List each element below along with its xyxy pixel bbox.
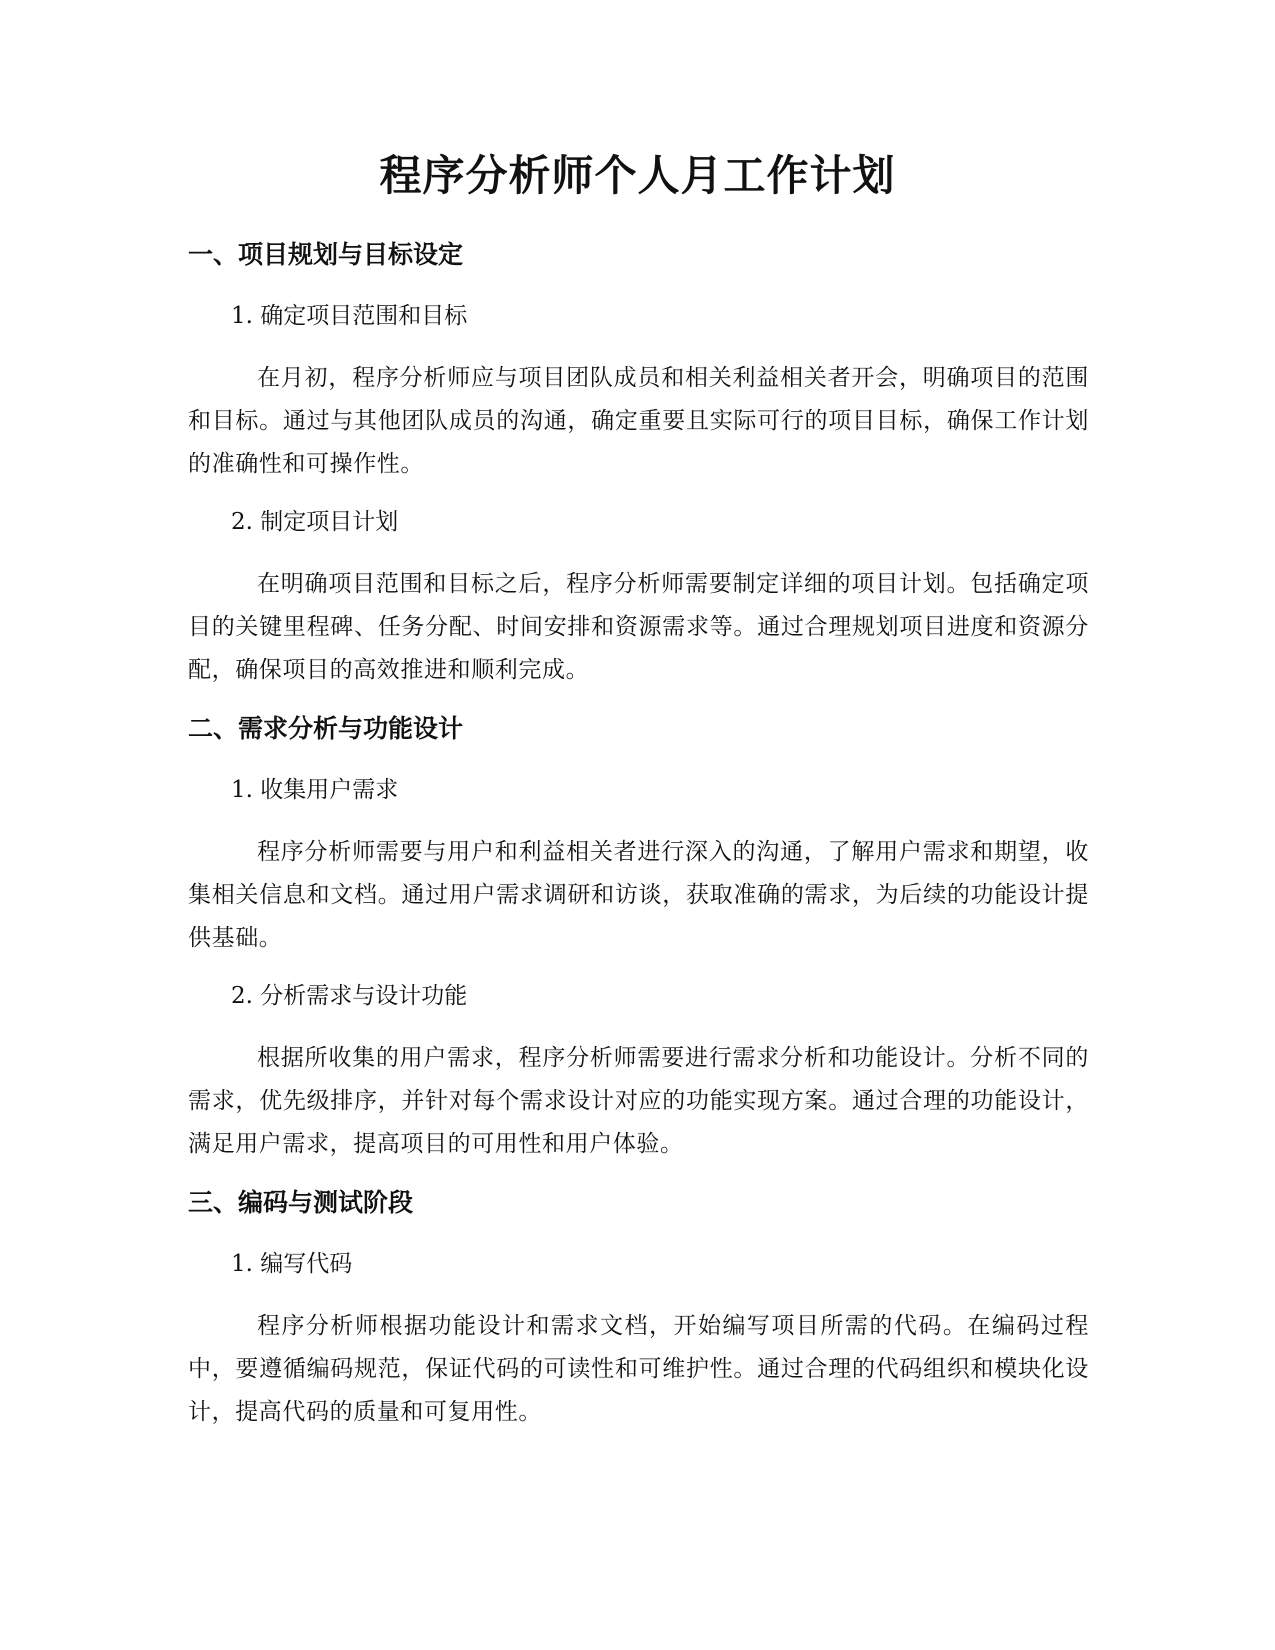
item-heading: 1. 编写代码 (231, 1251, 353, 1277)
section-heading: 三、编码与测试阶段 (188, 1188, 414, 1217)
section-heading: 一、项目规划与目标设定 (188, 240, 464, 269)
item-heading: 1. 收集用户需求 (231, 777, 399, 803)
body-paragraph: 根据所收集的用户需求，程序分析师需要进行需求分析和功能设计。分析不同的需求，优先级排序，并针对每个需求设计对应的功能实现方案。通过合理的功能设计，满足用户需求，提高项目的可用性和用户体验。 (188, 1045, 1089, 1157)
body-paragraph: 在明确项目范围和目标之后，程序分析师需要制定详细的项目计划。包括确定项目的关键里程碑、任务分配、时间安排和资源需求等。通过合理规划项目进度和资源分配，确保项目的高效推进和顺利完成。 (188, 571, 1089, 683)
item-heading: 1. 确定项目范围和目标 (231, 303, 468, 329)
body-paragraph: 程序分析师需要与用户和利益相关者进行深入的沟通，了解用户需求和期望，收集相关信息和文档。通过用户需求调研和访谈，获取准确的需求，为后续的功能设计提供基础。 (188, 839, 1089, 951)
section-heading: 二、需求分析与功能设计 (188, 714, 464, 743)
item-heading: 2. 制定项目计划 (231, 509, 399, 535)
body-paragraph: 在月初，程序分析师应与项目团队成员和相关利益相关者开会，明确项目的范围和目标。通过与其他团队成员的沟通，确定重要且实际可行的项目目标，确保工作计划的准确性和可操作性。 (188, 365, 1089, 477)
document-title: 程序分析师个人月工作计划 (379, 151, 896, 200)
item-heading: 2. 分析需求与设计功能 (231, 983, 468, 1009)
body-paragraph: 程序分析师根据功能设计和需求文档，开始编写项目所需的代码。在编码过程中，要遵循编码规范，保证代码的可读性和可维护性。通过合理的代码组织和模块化设计，提高代码的质量和可复用性。 (188, 1313, 1089, 1425)
